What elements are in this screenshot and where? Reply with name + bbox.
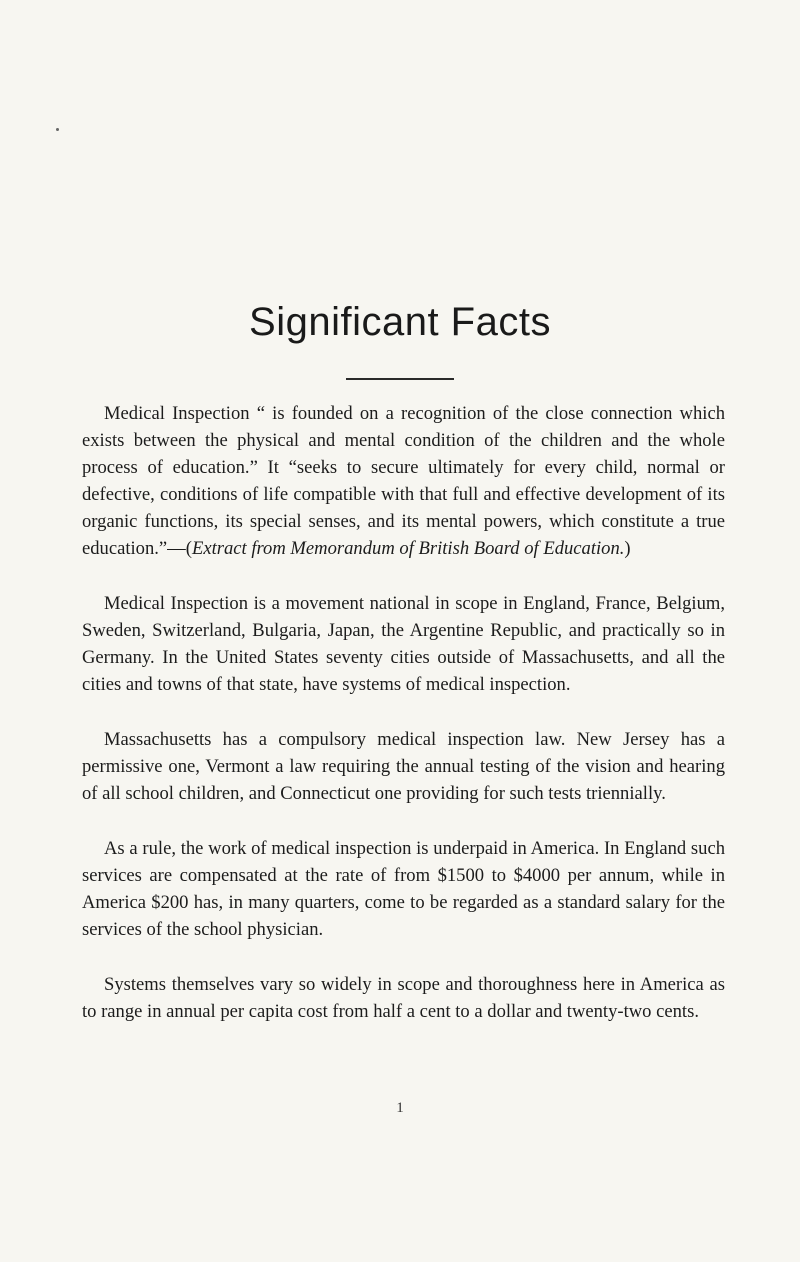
paragraph-4: As a rule, the work of medical inspection is underpaid in America. In England such services are compensated at the rate of from $1500 to $4000 per annum, while in America $200 has, in many quarters, come to be regarded as a standard salary for the services of the school physician.: [82, 838, 725, 940]
paragraph-5: Systems themselves vary so widely in scope and thoroughness here in America as to range in annual per capita cost from half a cent to a dollar and twenty-two cents.: [82, 974, 725, 1022]
paragraph-1-source: Extract from Memorandum of British Board of Education.: [191, 538, 625, 559]
paragraph-1-text: Medical Inspection “ is founded on a recognition of the close connection which exists between the physical and mental condition of the children and the whole process of education.” It “seeks to secure ultimately for every child, normal or defective, conditions of life compatible with that full and effective development of its organic functions, its special senses, and its mental powers, which constitute a true education.”—(: [82, 403, 725, 559]
body-text: [82, 400, 725, 1053]
title-rule: [346, 378, 454, 380]
page-number: 1: [396, 1100, 404, 1116]
paragraph-2: Medical Inspection is a movement national in scope in England, France, Belgium, Sweden, Switzerland, Bulgaria, Japan, the Argentine Republic, and practically so in Germany. In the United States seventy cities outside of Massachusetts, and all the cities and towns of that state, have systems of medical inspection.: [82, 593, 725, 695]
page-title: Significant Facts: [249, 300, 551, 344]
paragraph-1: [82, 400, 725, 562]
paragraph-3: Massachusetts has a compulsory medical inspection law. New Jersey has a permissive one, Vermont a law requiring the annual testing of the vision and hearing of all school children, and Connecticut one providing for such tests triennially.: [82, 729, 725, 804]
paragraph-1-close: ): [624, 538, 631, 559]
page-speck: [56, 128, 59, 131]
